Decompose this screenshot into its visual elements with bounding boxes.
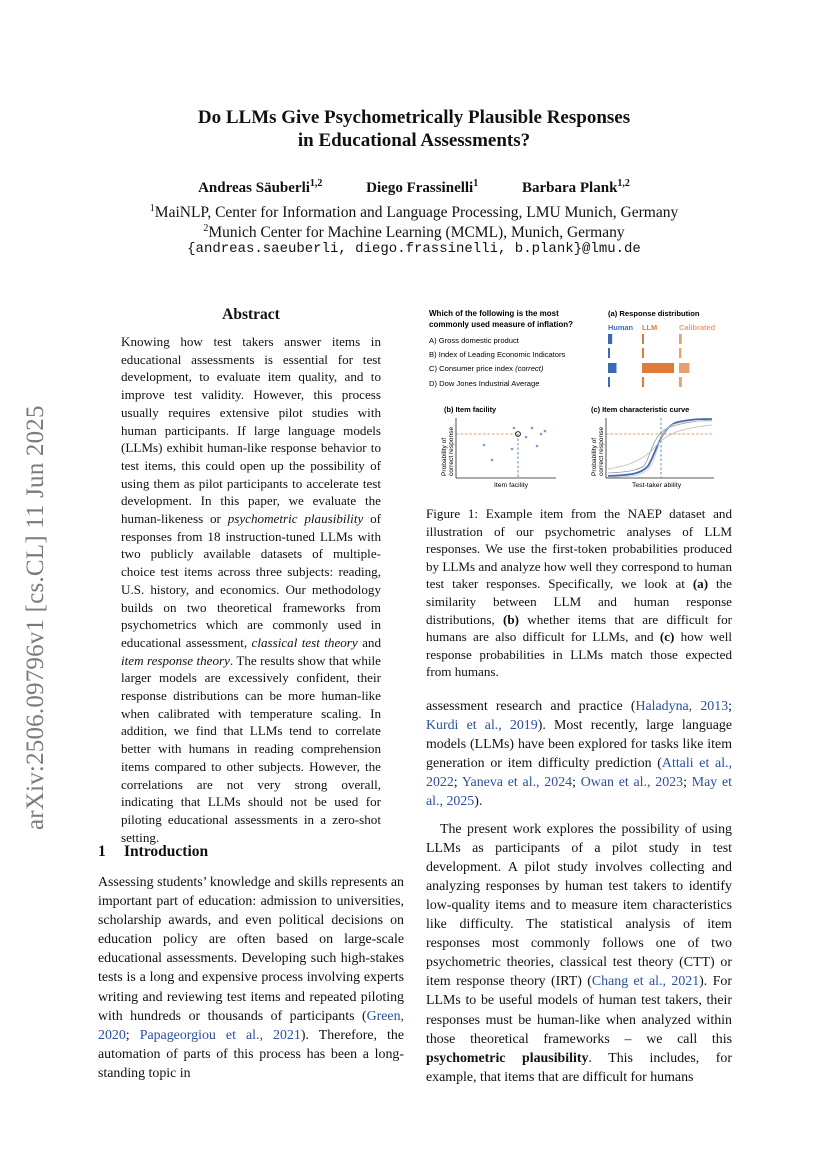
right-column-text <box>426 697 732 1087</box>
affiliation-1: $^1$MaiNLP, Center for Information and Language Processing, LMU Munich, Germany <box>149 203 679 222</box>
panel-c-ylabel: Probability of <box>591 437 598 476</box>
legend-calibrated: Calibrated <box>679 323 716 332</box>
icc-curve <box>608 421 712 477</box>
citation-link[interactable]: Kurdi et al., 2019 <box>426 718 538 734</box>
figure-1-caption: Figure 1: Example item from the NAEP dataset and illustration of our psychometric analyses of LLM responses. We use the first-token probabilities produced by LLMs and analyze how well they correspond to human test taker responses. Specifically, we look at (a) the similarity between LLM and human response distributions, (b) whether items that are difficult for humans are also difficult for LLMs, and (c) how well response probabilities in LLMs match those expected from humans. <box>426 506 733 680</box>
bar-calibrated-option-d <box>679 377 682 387</box>
panel-b-ylabel: correct response <box>448 426 455 476</box>
icc-curve <box>608 420 712 473</box>
panel-a-title: (a) Response distribution <box>608 309 700 318</box>
citation-link[interactable]: Owan et al., 2023 <box>580 775 684 791</box>
affiliation-2: $^2$Munich Center for Machine Learning (MCML), Munich, Germany <box>203 223 625 242</box>
figure-1 <box>426 306 732 496</box>
citation-link[interactable]: Yaneva et al., 2024 <box>461 775 573 791</box>
legend-human: Human <box>608 323 634 332</box>
bar-calibrated-option-b <box>679 348 681 358</box>
bar-calibrated-option-c <box>679 363 689 373</box>
paper-title: Do LLMs Give Psychometrically Plausible Responses in Educational Assessments? <box>197 107 631 151</box>
icc-model-curve <box>608 419 712 476</box>
bar-calibrated-option-a <box>679 334 682 344</box>
citation-link[interactable]: May et al., 2025 <box>426 775 732 810</box>
author-list <box>100 178 728 197</box>
abstract-heading: Abstract <box>222 306 280 323</box>
option-a: A) Gross domestic product <box>429 336 519 345</box>
arxiv-identifier[interactable]: arXiv:2506.09796v1 [cs.CL] 11 Jun 2025 <box>22 405 49 830</box>
author-3: Barbara Plank$^{1,2}$ <box>521 178 630 196</box>
bar-llm-option-b <box>642 348 644 358</box>
author-1: Andreas Säuberli$^{1,2}$ <box>198 178 323 196</box>
citation-link[interactable]: Attali et al., 2022 <box>426 756 733 791</box>
citation-link[interactable]: Chang et al., 2021 <box>591 974 700 990</box>
bar-llm-option-c <box>642 363 674 373</box>
citation-link[interactable]: Green, 2020 <box>98 1008 404 1043</box>
bar-human-option-b <box>608 348 610 358</box>
author-2: Diego Frassinelli$^1$ <box>366 178 479 196</box>
section-heading-introduction: 1 Introduction <box>98 843 209 860</box>
option-c: C) Consumer price index (correct) <box>429 364 544 373</box>
abstract-text: Knowing how test takers answer items in educational assessments is essential for test development, to evaluate item quality, and to improve test validity. However, this process usually requires extensive pilot studies with human participants. If large language models (LLMs) exhibit human-like response behavior to test items, this could open up the possibility of using them as pilot participants to accelerate test development. In this paper, we evaluate the human-likeness or psychometric plausibility of responses from 18 instruction-tuned LLMs with two publicly available datasets of multiple-choice test items across three subjects: reading, U.S. history, and economics. Our methodology builds on two theoretical frameworks from psychometrics which are commonly used in educational assessment, classical test theory and item response theory. The results show that while larger models are excessively confident, their response distributions can be more human-like when calibrated with temperature scaling. In addition, we find that LLMs tend to correlate better with humans in reading comprehension items compared to other subjects. However, the correlations are not very strong overall, indicating that LLMs should not be used for piloting educational assessments in a zero-shot setting. <box>121 334 381 845</box>
bar-human-option-c <box>608 363 617 373</box>
bar-llm-option-d <box>642 377 644 387</box>
bar-llm-option-a <box>642 334 644 344</box>
panel-c-xlabel: Test-taker ability <box>632 482 682 489</box>
legend-llm: LLM <box>642 323 658 332</box>
icc-curve <box>608 425 712 469</box>
citation-link[interactable]: Papageorgiou et al., 2021 <box>139 1027 301 1043</box>
panel-b-points <box>483 427 547 462</box>
panel-b-title: (b) Item facility <box>444 405 497 414</box>
panel-c-ylabel: correct response <box>598 426 605 476</box>
intro-paragraph: Assessing students’ knowledge and skills represents an important part of education: admission to universities, scholarship awards, and even political decisions on education policy are often based on large-scale educational assessments. Developing such high-stakes tests is a long and expensive process involving experts writing and reviewing test items and repeated piloting with hundreds or thousands of participants (Green, 2020; Papageorgiou et al., 2021). Therefore, the automation of parts of this process has been a long-standing topic in <box>98 875 404 1081</box>
panel-b-ylabel: Probability of <box>441 437 448 476</box>
option-d: D) Dow Jones Industrial Average <box>429 379 540 388</box>
bar-human-option-a <box>608 334 612 344</box>
panel-c-title: (c) Item characteristic curve <box>591 405 690 414</box>
figure-question: commonly used measure of inflation? <box>429 320 574 329</box>
bar-human-option-d <box>608 377 610 387</box>
option-b: B) Index of Leading Economic Indicators <box>429 350 566 359</box>
citation-link[interactable]: Haladyna, 2013 <box>635 699 729 714</box>
paragraph: The present work explores the possibility of using LLMs as participants of a pilot study in test development. A pilot study involves collecting and analyzing responses by human test takers to identify low-quality items and to measure item characteristics like difficulty. The statistical analysis of item responses most commonly follows one of two psychometric theories, classical test theory (CTT) or item response theory (IRT) (Chang et al., 2021). For LLMs to be useful models of human test takers, their responses must be human-like when analyzed within those theoretical frameworks – we call this psychometric plausibility. This includes, for example, that items that are difficult for humans <box>426 821 732 1085</box>
author-emails[interactable]: {andreas.saeuberli, diego.frassinelli, b.plank}@lmu.de <box>187 241 641 257</box>
panel-b-xlabel: Item facility <box>494 482 528 489</box>
figure-question: Which of the following is the most <box>429 309 559 318</box>
paragraph: assessment research and practice (Haladyna, 2013; Kurdi et al., 2019). Most recently, large language models (LLMs) have been explored for tasks like item generation or item difficulty prediction (Attali et al., 2022; Yaneva et al., 2024; Owan et al., 2023; May et al., 2025). <box>426 699 733 810</box>
response-distribution-bars <box>608 334 689 387</box>
